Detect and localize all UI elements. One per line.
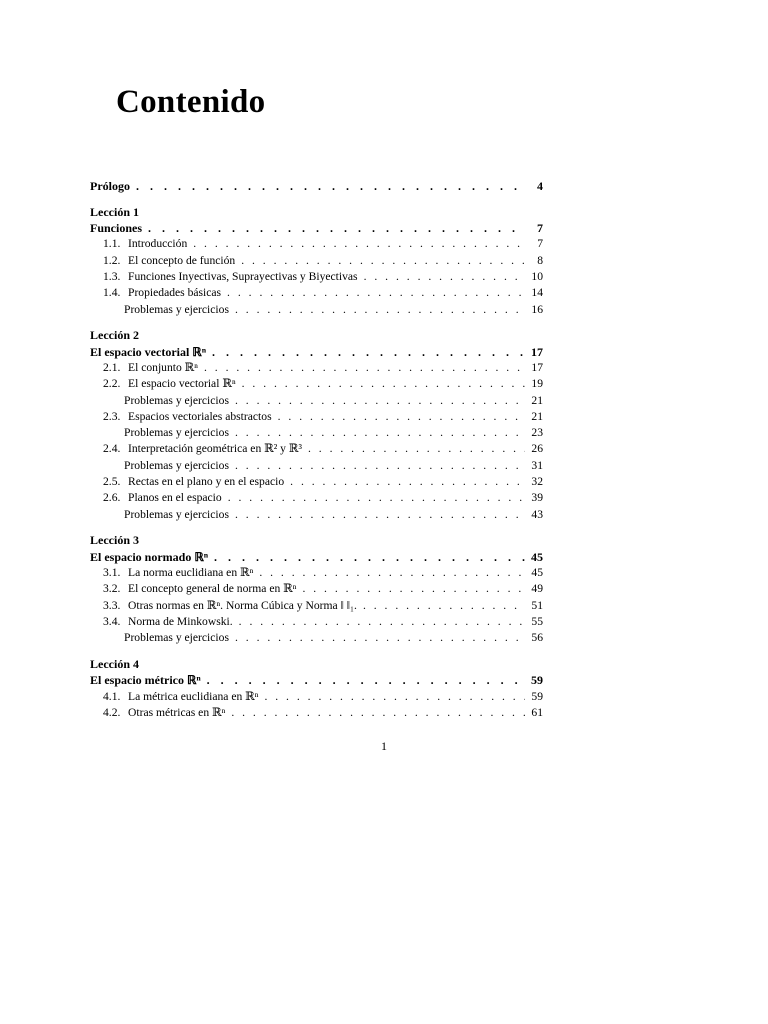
dot-leader: [212, 344, 525, 360]
toc-section-entry[interactable]: [90, 614, 543, 630]
dot-leader: [193, 236, 525, 252]
section-number: 3.1.: [103, 566, 121, 580]
toc-section-entry[interactable]: [90, 409, 543, 425]
entry-page-number: 17: [531, 344, 543, 359]
toc-section-entry[interactable]: [90, 565, 543, 581]
entry-page-number: 21: [531, 409, 543, 423]
dot-leader: [235, 630, 525, 646]
entry-title: La norma euclidiana en ℝⁿ: [128, 566, 254, 580]
dot-leader: [235, 425, 525, 441]
toc-section-entry[interactable]: [90, 581, 543, 597]
toc-spacer: [90, 318, 543, 328]
lesson-heading: Lección 4: [90, 657, 139, 672]
entry-page-number: 7: [537, 237, 543, 251]
entry-page-number: 59: [531, 673, 543, 688]
dot-leader: [235, 302, 525, 318]
entry-title: Otras métricas en ℝⁿ: [128, 705, 226, 719]
section-number: 2.2.: [103, 377, 121, 391]
toc-spacer: [90, 647, 543, 657]
entry-title: Problemas y ejercicios: [124, 302, 229, 316]
dot-leader: [228, 490, 525, 506]
entry-title: El concepto de función: [128, 253, 236, 267]
dot-leader: [136, 178, 525, 194]
entry-page-number: 61: [531, 705, 543, 719]
dot-leader: [235, 507, 525, 523]
entry-title: Propiedades básicas: [128, 286, 222, 300]
section-number: 2.5.: [103, 475, 121, 489]
dot-leader: [290, 474, 525, 490]
entry-title: Problemas y ejercicios: [124, 631, 229, 645]
dot-leader: [363, 598, 525, 614]
entry-page-number: 10: [531, 269, 543, 283]
toc-problems-entry[interactable]: [90, 393, 543, 409]
entry-page-number: 45: [531, 566, 543, 580]
section-number: 1.4.: [103, 286, 121, 300]
lesson-heading: Lección 3: [90, 533, 139, 548]
toc-section-entry[interactable]: [90, 253, 543, 269]
dot-leader: [207, 672, 525, 688]
section-number: 2.4.: [103, 442, 121, 456]
section-number: 4.2.: [103, 705, 121, 719]
toc-section-entry[interactable]: [90, 236, 543, 252]
lesson-heading: Lección 2: [90, 328, 139, 343]
section-number: 3.4.: [103, 614, 121, 628]
dot-leader: [302, 581, 525, 597]
entry-page-number: 16: [531, 302, 543, 316]
entry-page-number: 23: [531, 426, 543, 440]
entry-title: Problemas y ejercicios: [124, 507, 229, 521]
entry-title: Prólogo: [90, 179, 130, 193]
toc-spacer: [90, 523, 543, 533]
toc-section-entry[interactable]: [90, 269, 543, 285]
dot-leader: [204, 360, 525, 376]
section-number: 3.2.: [103, 582, 121, 596]
entry-title: Interpretación geométrica en ℝ² y ℝ³: [128, 442, 302, 456]
dot-leader: [259, 565, 525, 581]
entry-title: Introducción: [128, 237, 188, 251]
page-title: Contenido: [116, 84, 266, 120]
toc-section-entry[interactable]: [90, 689, 543, 705]
toc-section-entry[interactable]: [90, 360, 543, 376]
toc-chapter-entry[interactable]: [90, 220, 543, 236]
entry-page-number: 43: [531, 507, 543, 521]
entry-title: Funciones: [90, 221, 143, 236]
entry-title: El espacio normado ℝⁿ: [90, 549, 209, 564]
entry-title: Rectas en el plano y en el espacio: [128, 475, 285, 489]
entry-title: Funciones Inyectivas, Suprayectivas y Biyectivas: [128, 269, 358, 283]
entry-title: Planos en el espacio: [128, 491, 222, 505]
toc-section-entry[interactable]: [90, 285, 543, 301]
dot-leader: [239, 614, 525, 630]
toc-chapter-entry[interactable]: [90, 344, 543, 360]
dot-leader: [235, 393, 525, 409]
lesson-heading: Lección 1: [90, 204, 139, 219]
entry-page-number: 26: [531, 442, 543, 456]
entry-page-number: 7: [537, 221, 543, 236]
entry-title: Otras normas en ℝⁿ. Norma Cúbica y Norma ‖ ‖₁.: [128, 598, 357, 612]
entry-page-number: 8: [537, 253, 543, 267]
toc-problems-entry[interactable]: [90, 458, 543, 474]
toc-chapter-entry[interactable]: [90, 672, 543, 688]
entry-title: La métrica euclidiana en ℝⁿ: [128, 689, 259, 703]
toc-spacer: [90, 194, 543, 204]
dot-leader: [308, 441, 525, 457]
entry-page-number: 55: [531, 614, 543, 628]
dot-leader: [235, 458, 525, 474]
section-number: 2.1.: [103, 360, 121, 374]
toc-section-entry[interactable]: [90, 376, 543, 392]
section-number: 1.1.: [103, 237, 121, 251]
entry-title: El concepto general de norma en ℝⁿ: [128, 582, 297, 596]
dot-leader: [364, 269, 525, 285]
entry-page-number: 19: [531, 377, 543, 391]
dot-leader: [242, 376, 525, 392]
entry-title: Norma de Minkowski.: [128, 614, 233, 628]
section-number: 2.6.: [103, 491, 121, 505]
entry-title: Problemas y ejercicios: [124, 393, 229, 407]
toc-section-entry[interactable]: [90, 490, 543, 506]
dot-leader: [227, 285, 525, 301]
entry-title: Problemas y ejercicios: [124, 426, 229, 440]
entry-page-number: 51: [531, 598, 543, 612]
section-number: 1.2.: [103, 253, 121, 267]
dot-leader: [231, 705, 525, 721]
page-number: 1: [381, 739, 387, 753]
entry-page-number: 59: [531, 689, 543, 703]
section-number: 1.3.: [103, 269, 121, 283]
toc-chapter-entry[interactable]: [90, 178, 543, 194]
section-number: 2.3.: [103, 409, 121, 423]
dot-leader: [264, 689, 525, 705]
dot-leader: [241, 253, 525, 269]
entry-title: El espacio métrico ℝⁿ: [90, 673, 201, 688]
entry-title: El conjunto ℝⁿ: [128, 360, 198, 374]
entry-page-number: 14: [531, 286, 543, 300]
entry-page-number: 45: [531, 549, 543, 564]
toc-section-entry[interactable]: [90, 441, 543, 457]
entry-page-number: 49: [531, 582, 543, 596]
entry-page-number: 31: [531, 458, 543, 472]
toc-problems-entry[interactable]: [90, 630, 543, 646]
dot-leader: [214, 549, 525, 565]
section-number: 4.1.: [103, 689, 121, 703]
entry-page-number: 21: [531, 393, 543, 407]
toc-section-entry[interactable]: [90, 705, 543, 721]
toc-chapter-entry[interactable]: [90, 549, 543, 565]
entry-title: Espacios vectoriales abstractos: [128, 409, 272, 423]
section-number: 3.3.: [103, 598, 121, 612]
table-of-contents: [90, 178, 543, 721]
toc-problems-entry[interactable]: [90, 425, 543, 441]
entry-title: Problemas y ejercicios: [124, 458, 229, 472]
entry-page-number: 17: [531, 360, 543, 374]
dot-leader: [278, 409, 525, 425]
toc-section-entry[interactable]: [90, 474, 543, 490]
toc-problems-entry[interactable]: [90, 302, 543, 318]
toc-section-entry[interactable]: [90, 598, 543, 614]
entry-title: El espacio vectorial ℝⁿ: [128, 377, 236, 391]
entry-page-number: 32: [531, 475, 543, 489]
dot-leader: [148, 220, 525, 236]
entry-page-number: 56: [531, 631, 543, 645]
toc-problems-entry[interactable]: [90, 507, 543, 523]
entry-page-number: 4: [537, 179, 543, 193]
entry-page-number: 39: [531, 491, 543, 505]
entry-title: El espacio vectorial ℝⁿ: [90, 344, 206, 359]
